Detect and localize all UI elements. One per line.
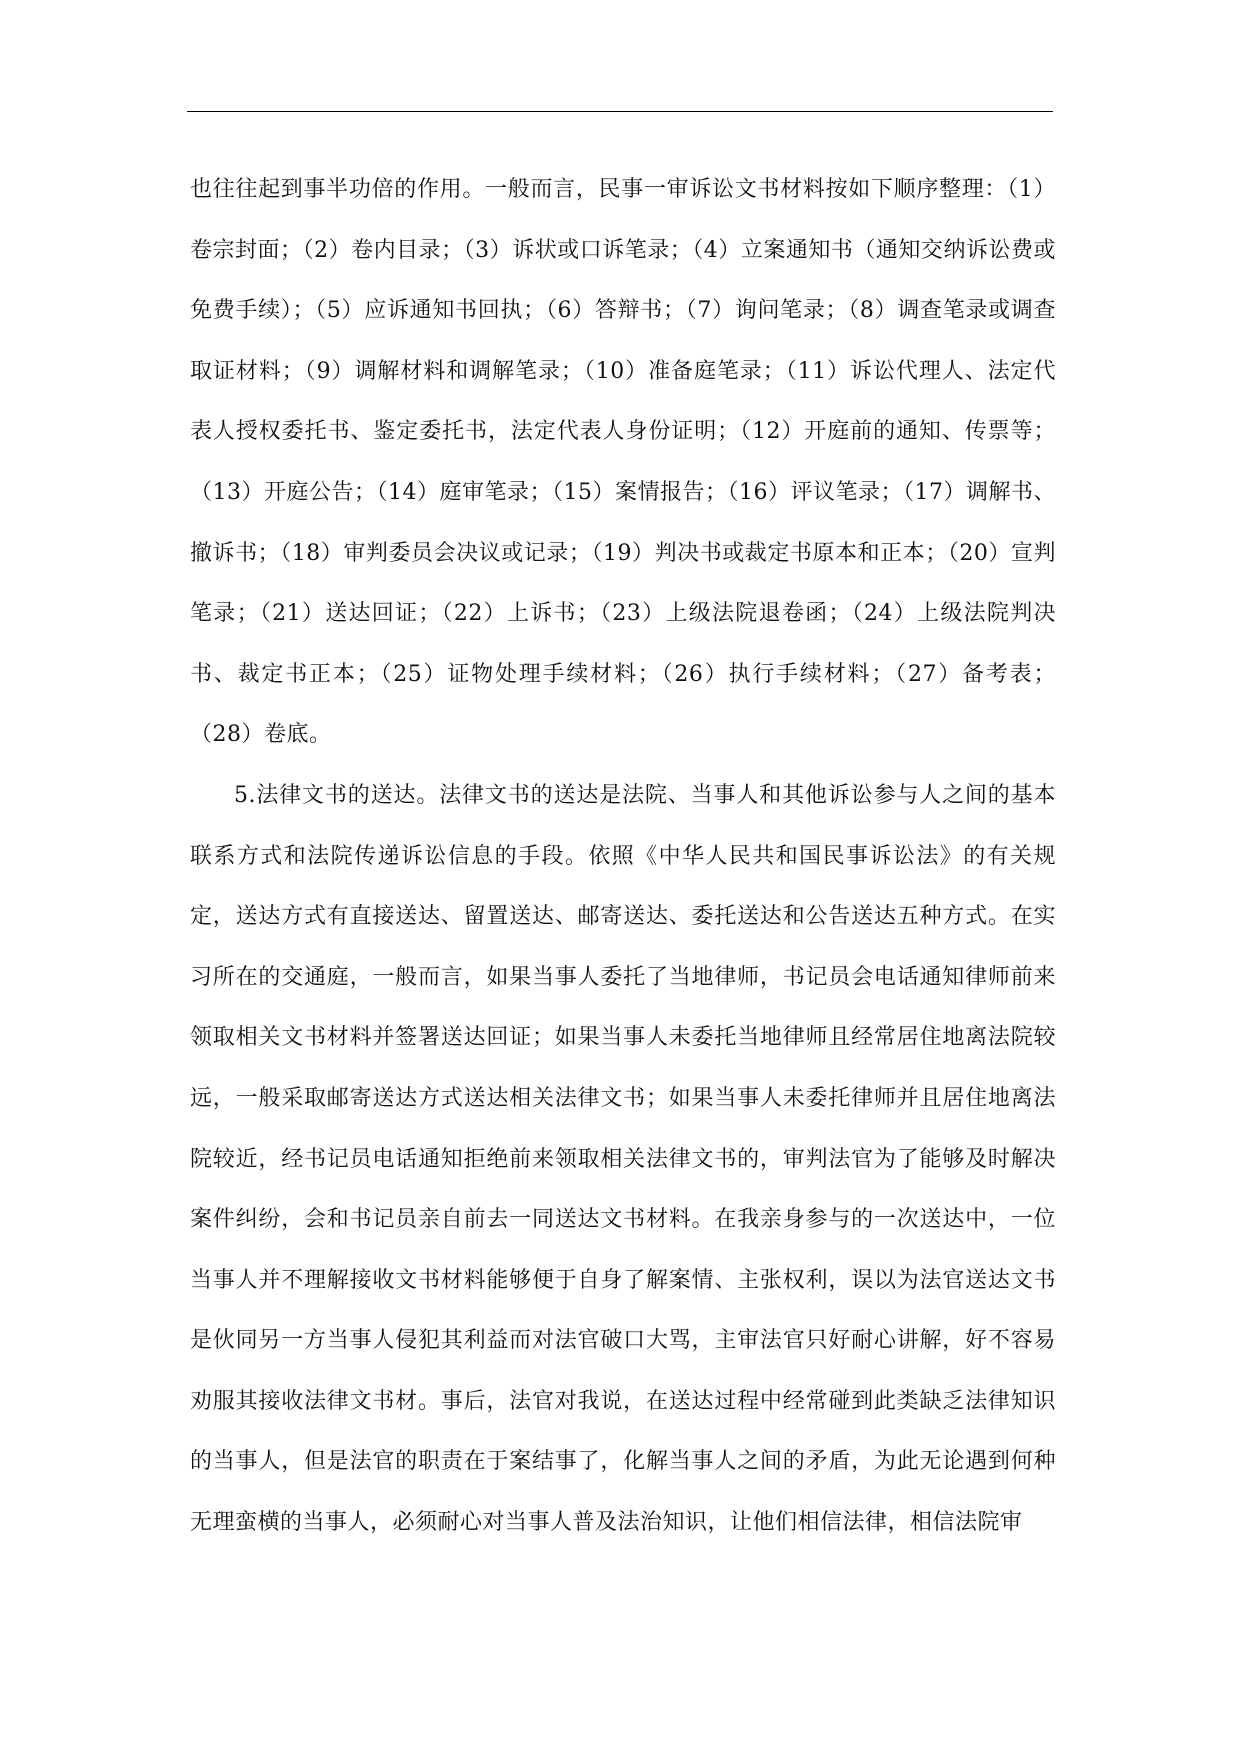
paragraph-case-file-order: 也往往起到事半功倍的作用。一般而言，民事一审诉讼文书材料按如下顺序整理：（1）卷宗封面；（2）卷内目录；（3）诉状或口诉笔录；（4）立案通知书（通知交纳诉讼费或免费手续）；（5）应诉通知书回执；（6）答辩书；（7）询问笔录；（8）调查笔录或调查取证材料；（9）调解材料和调解笔录；（10）准备庭笔录；（11）诉讼代理人、法定代表人授权委托书、鉴定委托书，法定代表人身份证明；（12）开庭前的通知、传票等；（13）开庭公告；（14）庭审笔录；（15）案情报告；（16）评议笔录；（17）调解书、撤诉书；（18）审判委员会决议或记录；（19）判决书或裁定书原本和正本；（20）宣判笔录；（21）送达回证；（22）上诉书；（23）上级法院退卷函；（24）上级法院判决书、裁定书正本；（25）证物处理手续材料；（26）执行手续材料；（27）备考表；（28）卷底。	[190, 177, 1056, 748]
body-text	[190, 160, 1056, 1554]
paragraph-document-service: 5.法律文书的送达。法律文书的送达是法院、当事人和其他诉讼参与人之间的基本联系方式和法院传递诉讼信息的手段。依照《中华人民共和国民事诉讼法》的有关规定，送达方式有直接送达、留置送达、邮寄送达、委托送达和公告送达五种方式。在实习所在的交通庭，一般而言，如果当事人委托了当地律师，书记员会电话通知律师前来领取相关文书材料并签署送达回证；如果当事人未委托当地律师且经常居住地离法院较远，一般采取邮寄送达方式送达相关法律文书；如果当事人未委托律师并且居住地离法院较近，经书记员电话通知拒绝前来领取相关法律文书的，审判法官为了能够及时解决案件纠纷，会和书记员亲自前去一同送达文书材料。在我亲身参与的一次送达中，一位当事人并不理解接收文书材料能够便于自身了解案情、主张权利，误以为法官送达文书是伙同另一方当事人侵犯其利益而对法官破口大骂，主审法官只好耐心讲解，好不容易劝服其接收法律文书材。事后，法官对我说，在送达过程中经常碰到此类缺乏法律知识的当事人，但是法官的职责在于案结事了，化解当事人之间的矛盾，为此无论遇到何种无理蛮横的当事人，必须耐心对当事人普及法治知识，让他们相信法律，相信法院审	[190, 782, 1056, 1536]
header-rule	[187, 111, 1053, 112]
